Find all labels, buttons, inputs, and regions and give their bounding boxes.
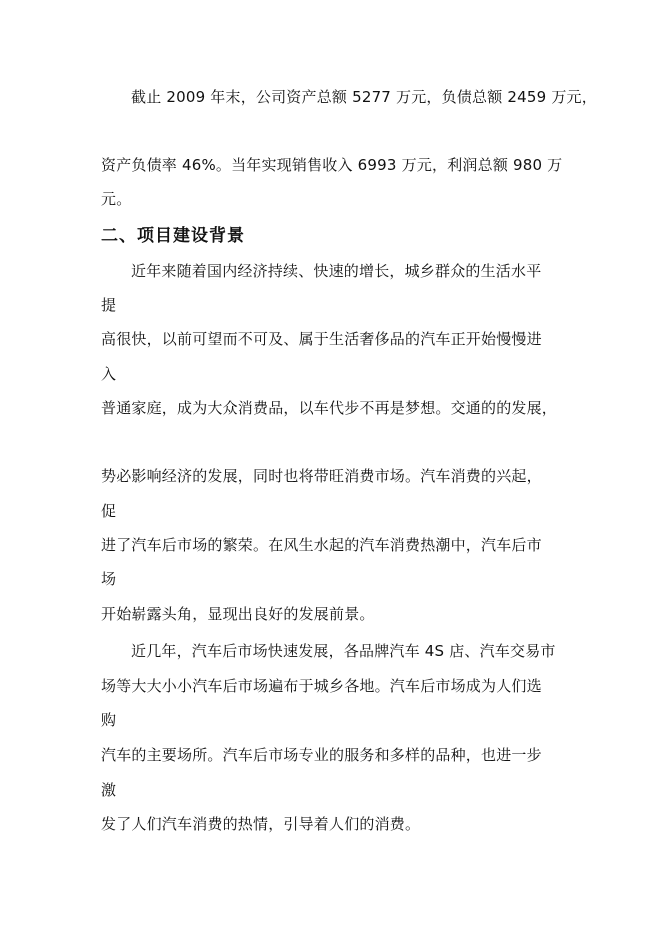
- paragraph-2-line-4: 入: [101, 365, 117, 383]
- paragraph-3-line-1: 近几年，汽车后市场快速发展，各品牌汽车 4S 店、汽车交易市: [131, 642, 556, 660]
- paragraph-2-line-1: 近年来随着国内经济持续、快速的增长，城乡群众的生活水平: [131, 262, 542, 280]
- paragraph-2-line-8: 进了汽车后市场的繁荣。在风生水起的汽车消费热潮中，汽车后市: [101, 536, 542, 554]
- paragraph-3-line-4: 汽车的主要场所。汽车后市场专业的服务和多样的品种，也进一步: [101, 746, 542, 764]
- paragraph-2-line-10: 开始崭露头角，显现出良好的发展前景。: [101, 605, 375, 623]
- paragraph-2-line-5: 普通家庭，成为大众消费品，以车代步不再是梦想。交通的的发展，: [101, 399, 558, 417]
- paragraph-2-line-7: 促: [101, 502, 117, 520]
- paragraph-1-line-3: 元。: [101, 190, 132, 208]
- paragraph-1-line-1: 截止 2009 年末，公司资产总额 5277 万元，负债总额 2459 万元，: [131, 88, 597, 106]
- paragraph-3-line-6: 发了人们汽车消费的热情，引导着人们的消费。: [101, 815, 421, 833]
- paragraph-2-line-2: 提: [101, 296, 117, 314]
- paragraph-3-line-5: 激: [101, 781, 117, 799]
- paragraph-1-line-2: 资产负债率 46%。当年实现销售收入 6993 万元，利润总额 980 万: [101, 156, 563, 174]
- paragraph-2-line-9: 场: [101, 570, 117, 588]
- paragraph-2-line-3: 高很快，以前可望而不可及、属于生活奢侈品的汽车正开始慢慢进: [101, 330, 542, 348]
- paragraph-3-line-3: 购: [101, 711, 117, 729]
- paragraph-2-line-6: 势必影响经济的发展，同时也将带旺消费市场。汽车消费的兴起，: [101, 467, 542, 485]
- paragraph-3-line-2: 场等大大小小汽车后市场遍布于城乡各地。汽车后市场成为人们选: [101, 677, 542, 695]
- section-heading: 二、项目建设背景: [101, 226, 245, 246]
